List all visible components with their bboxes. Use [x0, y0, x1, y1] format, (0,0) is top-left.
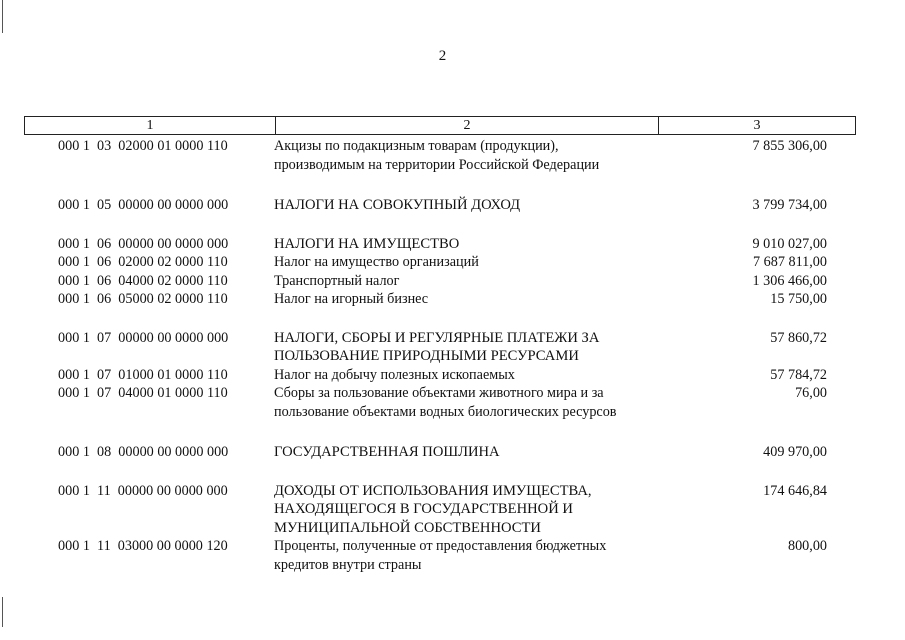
revenue-name: ДОХОДЫ ОТ ИСПОЛЬЗОВАНИЯ ИМУЩЕСТВА, НАХОДЯЩЕГОСЯ В ГОСУДАРСТВЕННОЙ И МУНИЦИПАЛЬНОЙ СОБСТВЕННОСТИ [274, 482, 592, 536]
revenue-amount: 800,00 [787, 538, 827, 554]
table-row [0, 537, 905, 574]
revenue-amount: 7 687 811,00 [753, 254, 827, 270]
table-row [0, 137, 905, 174]
column-header-3: 3 [658, 117, 855, 134]
revenue-amount: 7 855 306,00 [752, 138, 827, 154]
revenue-name: Проценты, полученные от предоставления бюджетных кредитов внутри страны [274, 538, 607, 573]
revenue-amount: 409 970,00 [763, 444, 827, 460]
revenue-amount: 174 646,84 [763, 482, 827, 499]
table-row [0, 196, 905, 215]
revenue-name: Налог на имущество организаций [274, 254, 479, 270]
budget-code: 000 1 06 00000 00 0000 000 [58, 235, 229, 252]
budget-code: 000 1 07 04000 01 0000 110 [58, 385, 228, 401]
revenue-name: Сборы за пользование объектами животного мира и за пользование объектами водных биологических ресурсов [274, 385, 617, 420]
table-row [0, 235, 905, 254]
revenue-name: НАЛОГИ НА СОВОКУПНЫЙ ДОХОД [274, 197, 521, 213]
revenue-amount: 3 799 734,00 [752, 197, 827, 213]
budget-code: 000 1 05 00000 00 0000 000 [58, 197, 229, 213]
budget-code: 000 1 06 05000 02 0000 110 [58, 291, 228, 307]
revenue-amount: 15 750,00 [770, 291, 827, 307]
page-edge-line [2, 597, 3, 627]
budget-code: 000 1 11 00000 00 0000 000 [58, 482, 228, 499]
table-row [0, 272, 905, 291]
revenue-amount: 57 860,72 [770, 329, 827, 346]
revenue-name: Транспортный налог [274, 272, 400, 289]
revenue-table-body [0, 137, 905, 574]
table-row [0, 366, 905, 385]
column-header-2: 2 [275, 117, 658, 134]
column-header-row [24, 116, 856, 135]
budget-code: 000 1 06 04000 02 0000 110 [58, 272, 228, 289]
budget-code: 000 1 11 03000 00 0000 120 [58, 538, 228, 554]
revenue-name: Налог на добычу полезных ископаемых [274, 366, 515, 383]
budget-code: 000 1 07 01000 01 0000 110 [58, 366, 228, 383]
revenue-name: Налог на игорный бизнес [274, 291, 429, 307]
budget-code: 000 1 03 02000 01 0000 110 [58, 138, 228, 154]
page-edge-line [2, 0, 3, 33]
revenue-amount: 1 306 466,00 [752, 272, 827, 289]
table-row [0, 384, 905, 421]
table-row [0, 482, 905, 538]
revenue-name: ГОСУДАРСТВЕННАЯ ПОШЛИНА [274, 444, 500, 460]
budget-code: 000 1 07 00000 00 0000 000 [58, 329, 229, 346]
revenue-name: Акцизы по подакцизным товарам (продукции), производимым на территории Российской Федерации [274, 138, 600, 173]
revenue-name: НАЛОГИ, СБОРЫ И РЕГУЛЯРНЫЕ ПЛАТЕЖИ ЗА ПОЛЬЗОВАНИЕ ПРИРОДНЫМИ РЕСУРСАМИ [274, 329, 600, 364]
page-number: 2 [438, 48, 447, 64]
table-row [0, 443, 905, 462]
budget-code: 000 1 08 00000 00 0000 000 [58, 444, 229, 460]
table-row [0, 253, 905, 272]
table-row [0, 329, 905, 366]
revenue-amount: 76,00 [795, 385, 827, 401]
budget-code: 000 1 06 02000 02 0000 110 [58, 254, 228, 270]
column-header-1: 1 [146, 118, 154, 133]
revenue-amount: 57 784,72 [770, 366, 827, 383]
revenue-name: НАЛОГИ НА ИМУЩЕСТВО [274, 235, 460, 252]
table-row [0, 290, 905, 309]
revenue-amount: 9 010 027,00 [752, 235, 827, 252]
